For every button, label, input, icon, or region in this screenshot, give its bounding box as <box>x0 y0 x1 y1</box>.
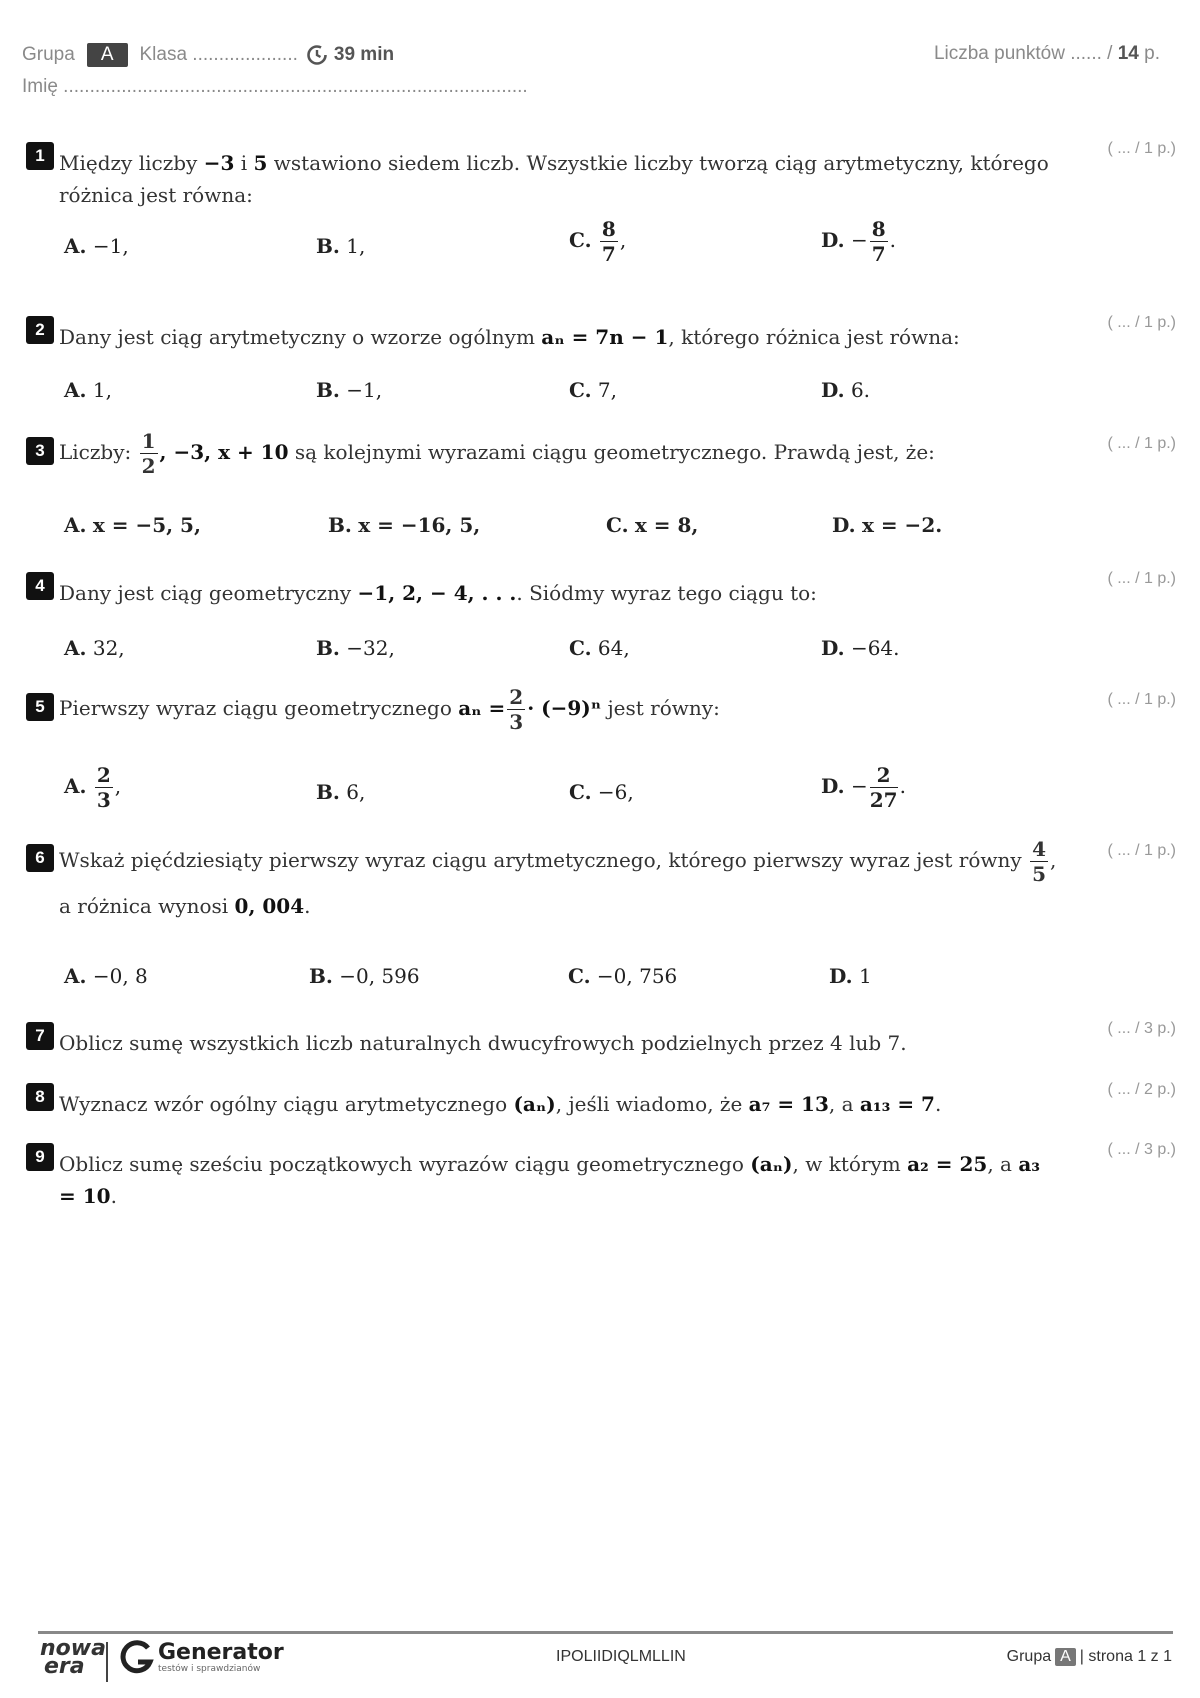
task-question: Między liczby −3 i 5 wstawiono siedem liczb. Wszystkie liczby tworzą ciąg arytmetyczny, którego różnica jest równa: <box>59 151 1049 207</box>
answer-b: B. −32, <box>316 636 395 660</box>
answer-a: A. 1, <box>64 378 112 402</box>
generator-title: Generator <box>158 1640 284 1665</box>
task-question: Liczby: $\frac{1}{2}$ , −3, x + 10 są kolejnymi wyrazami ciągu geometrycznego. Prawdą jest, że: <box>59 429 935 478</box>
answer-a: A. −1, <box>64 234 129 258</box>
task-question: Pierwszy wyraz ciągu geometrycznego aₙ = $\frac{2}{3}$ · (−9)ⁿ jest równy: <box>59 685 720 734</box>
task-number: 3 <box>26 437 54 465</box>
task-points: ( ... / 1 p.) <box>1107 842 1176 859</box>
answer-d: D. x = −2. <box>832 513 943 537</box>
answer-c: C. $\frac{8}{7}$ , <box>569 217 627 266</box>
answer-b: B. x = −16, 5, <box>328 513 481 537</box>
answer-a: A. $\frac{2}{3}$ , <box>64 763 122 812</box>
answer-d: D. 1 <box>829 964 872 988</box>
grupa-badge: A <box>87 43 128 67</box>
answer-b: B. −0, 596 <box>309 964 420 988</box>
task-number: 7 <box>26 1022 54 1050</box>
task-points: ( ... / 1 p.) <box>1107 691 1176 708</box>
points-total: 14 <box>1117 43 1139 64</box>
task-question: Oblicz sumę wszystkich liczb naturalnych dwucyfrowych podzielnych przez 4 lub 7. <box>59 1031 907 1055</box>
footer-page-info: Grupa A | strona 1 z 1 <box>1006 1648 1172 1665</box>
time-value: 39 min <box>333 44 395 65</box>
task-number: 4 <box>26 572 54 600</box>
task-points: ( ... / 3 p.) <box>1107 1141 1176 1158</box>
generator-logo <box>120 1640 284 1676</box>
answer-d: D. −64. <box>821 636 900 660</box>
answer-c: C. −6, <box>569 780 634 804</box>
page-number: | strona 1 z 1 <box>1079 1648 1172 1665</box>
grupa-label: Grupa <box>22 44 75 65</box>
answer-c: C. 7, <box>569 378 617 402</box>
task-question: Oblicz sumę sześciu początkowych wyrazów ciągu geometrycznego (aₙ), w którym a₂ = 25, a a₃ = 10. <box>59 1152 1041 1208</box>
imie-field: Imię ........................................................................................ <box>22 76 528 97</box>
task-points: ( ... / 1 p.) <box>1107 435 1176 452</box>
task-points: ( ... / 1 p.) <box>1107 314 1176 331</box>
answer-a: A. 32, <box>64 636 125 660</box>
header-info <box>22 43 394 67</box>
answer-a: A. x = −5, 5, <box>64 513 201 537</box>
generator-g-icon <box>120 1640 154 1676</box>
time-limit <box>306 44 394 66</box>
klasa-field: Klasa .................... <box>139 44 298 65</box>
timer-icon <box>306 44 328 66</box>
task-number: 1 <box>26 142 54 170</box>
task-points: ( ... / 2 p.) <box>1107 1081 1176 1098</box>
task-number: 9 <box>26 1143 54 1171</box>
footer-divider <box>38 1631 1173 1634</box>
answer-c: C. −0, 756 <box>568 964 678 988</box>
answer-d: D. − $\frac{2}{27}$ . <box>821 763 906 812</box>
answer-d: D. 6. <box>821 378 871 402</box>
task-points: ( ... / 1 p.) <box>1107 570 1176 587</box>
generator-subtitle: testów i sprawdzianów <box>158 1664 261 1674</box>
task-number: 6 <box>26 844 54 872</box>
nowa-era-logo: nowa era <box>40 1636 106 1679</box>
answer-b: B. −1, <box>316 378 383 402</box>
task-question: Wskaż pięćdziesiąty pierwszy wyraz ciągu arytmetycznego, którego pierwszy wyraz jest równy $\frac{4}{5}$ , a różnica wynosi 0, 004. <box>59 837 1057 918</box>
task-question: Dany jest ciąg arytmetyczny o wzorze ogólnym aₙ = 7n − 1, którego różnica jest równa: <box>59 325 960 349</box>
task-question: Wyznacz wzór ogólny ciągu arytmetycznego (aₙ), jeśli wiadomo, że a₇ = 13, a a₁₃ = 7. <box>59 1092 942 1116</box>
answer-c: C. x = 8, <box>606 513 699 537</box>
task-number: 2 <box>26 316 54 344</box>
task-question: Dany jest ciąg geometryczny −1, 2, − 4, . . .. Siódmy wyraz tego ciągu to: <box>59 581 817 605</box>
footer-grupa-badge: A <box>1055 1648 1076 1666</box>
answer-d: D. − $\frac{8}{7}$ . <box>821 217 896 266</box>
answer-b: B. 6, <box>316 780 366 804</box>
document-code: IPOLIIDIQLMLLIN <box>556 1648 686 1665</box>
points-summary: Liczba punktów ...... / 14 p. <box>933 43 1160 64</box>
task-points: ( ... / 1 p.) <box>1107 140 1176 157</box>
task-number: 5 <box>26 693 54 721</box>
logo-separator <box>106 1642 108 1682</box>
answer-a: A. −0, 8 <box>64 964 148 988</box>
task-points: ( ... / 3 p.) <box>1107 1020 1176 1037</box>
answer-b: B. 1, <box>316 234 366 258</box>
answer-c: C. 64, <box>569 636 630 660</box>
task-number: 8 <box>26 1083 54 1111</box>
